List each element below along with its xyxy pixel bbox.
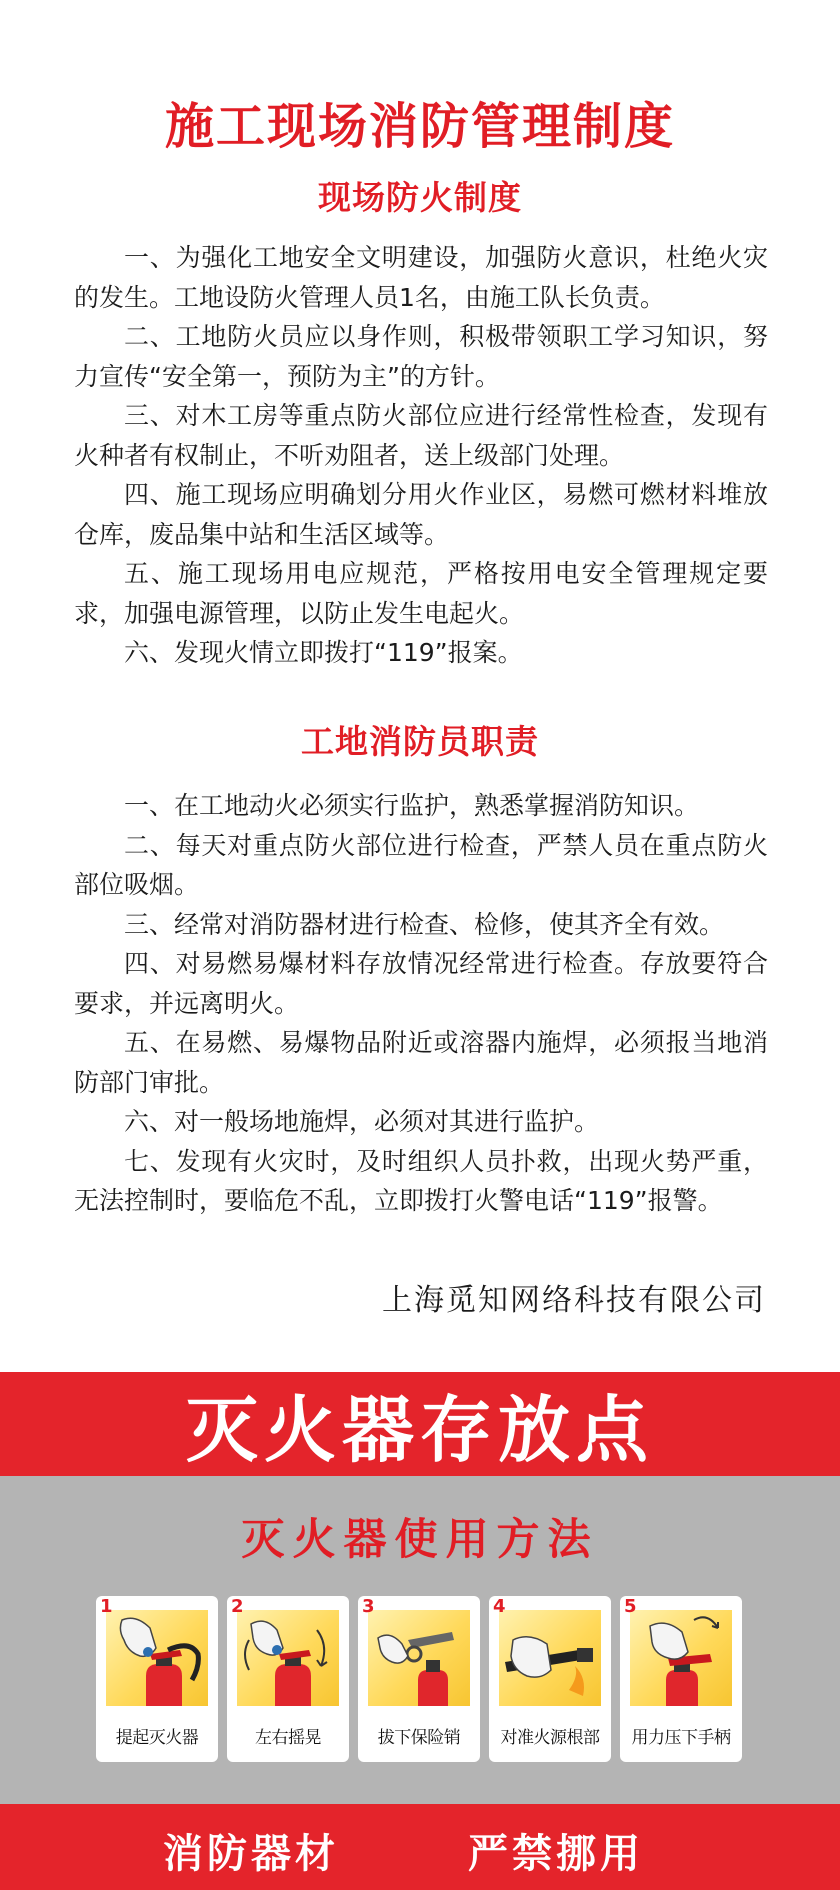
step-label: 对准火源根部 xyxy=(500,1728,600,1748)
step-label: 提起灭火器 xyxy=(115,1728,199,1748)
footer-banner xyxy=(0,1804,840,1890)
main-title: 施工现场消防管理制度 xyxy=(164,98,675,155)
aim-nozzle-icon xyxy=(499,1610,601,1706)
step-number: 4 xyxy=(493,1596,506,1617)
duty-item: 一、在工地动火必须实行监护，熟悉掌握消防知识。 xyxy=(124,791,700,820)
footer-right-text: 严禁挪用 xyxy=(468,1831,644,1877)
step-card xyxy=(489,1596,611,1762)
step-card xyxy=(358,1596,480,1762)
rule-item: 四、施工现场应明确划分用火作业区，易燃可燃材料堆放仓库，废品集中站和生活区域等。 xyxy=(74,480,768,549)
fire-prevention-rules xyxy=(74,238,768,673)
firefighter-duties xyxy=(74,786,768,1221)
step-number: 1 xyxy=(100,1596,113,1617)
extinguisher-point-banner xyxy=(0,1372,840,1476)
rule-item: 五、施工现场用电应规范，严格按用电安全管理规定要求，加强电源管理，以防止发生电起火。 xyxy=(74,559,768,628)
step-number: 5 xyxy=(624,1596,637,1617)
step-card xyxy=(620,1596,742,1762)
duty-item: 四、对易燃易爆材料存放情况经常进行检查。存放要符合要求，并远离明火。 xyxy=(74,949,768,1018)
rule-item: 三、对木工房等重点防火部位应进行经常性检查，发现有火种者有权制止，不听劝阻者，送上级部门处理。 xyxy=(74,401,768,470)
pull-pin-icon xyxy=(368,1610,470,1706)
rule-item: 六、发现火情立即拨打“119”报案。 xyxy=(124,638,523,667)
usage-section xyxy=(0,1476,840,1804)
rule-item: 一、为强化工地安全文明建设，加强防火意识，杜绝火灾的发生。工地设防火管理人员1名，由施工队长负责。 xyxy=(74,243,768,312)
shake-extinguisher-icon xyxy=(237,1610,339,1706)
step-label: 用力压下手柄 xyxy=(631,1728,731,1748)
usage-steps xyxy=(96,1596,744,1764)
duty-item: 三、经常对消防器材进行检查、检修，使其齐全有效。 xyxy=(124,909,725,939)
duty-item: 五、在易燃、易爆物品附近或溶器内施焊，必须报当地消防部门审批。 xyxy=(74,1028,768,1097)
step-label: 左右摇晃 xyxy=(255,1728,321,1748)
press-handle-icon xyxy=(630,1610,732,1706)
footer-left-text: 消防器材 xyxy=(163,1831,339,1877)
lift-extinguisher-icon xyxy=(106,1610,208,1706)
fire-prevention-title: 现场防火制度 xyxy=(318,178,522,217)
extinguisher-point-label: 灭火器存放点 xyxy=(185,1388,654,1472)
step-card xyxy=(227,1596,349,1762)
firefighter-duties-title: 工地消防员职责 xyxy=(301,722,539,761)
step-label: 拔下保险销 xyxy=(377,1728,461,1748)
duty-item: 二、每天对重点防火部位进行检查，严禁人员在重点防火部位吸烟。 xyxy=(74,830,768,899)
duty-item: 六、对一般场地施焊，必须对其进行监护。 xyxy=(124,1107,600,1136)
step-card xyxy=(96,1596,218,1762)
rule-item: 二、工地防火员应以身作则，积极带领职工学习知识，努力宣传“安全第一，预防为主”的方针。 xyxy=(74,322,768,391)
usage-title: 灭火器使用方法 xyxy=(241,1515,599,1565)
company-name: 上海觅知网络科技有限公司 xyxy=(382,1283,766,1318)
step-number: 3 xyxy=(362,1596,375,1617)
step-number: 2 xyxy=(231,1596,244,1617)
duty-item: 七、发现有火灾时，及时组织人员扑救，出现火势严重，无法控制时，要临危不乱，立即拨打火警电话“119”报警。 xyxy=(74,1146,768,1215)
